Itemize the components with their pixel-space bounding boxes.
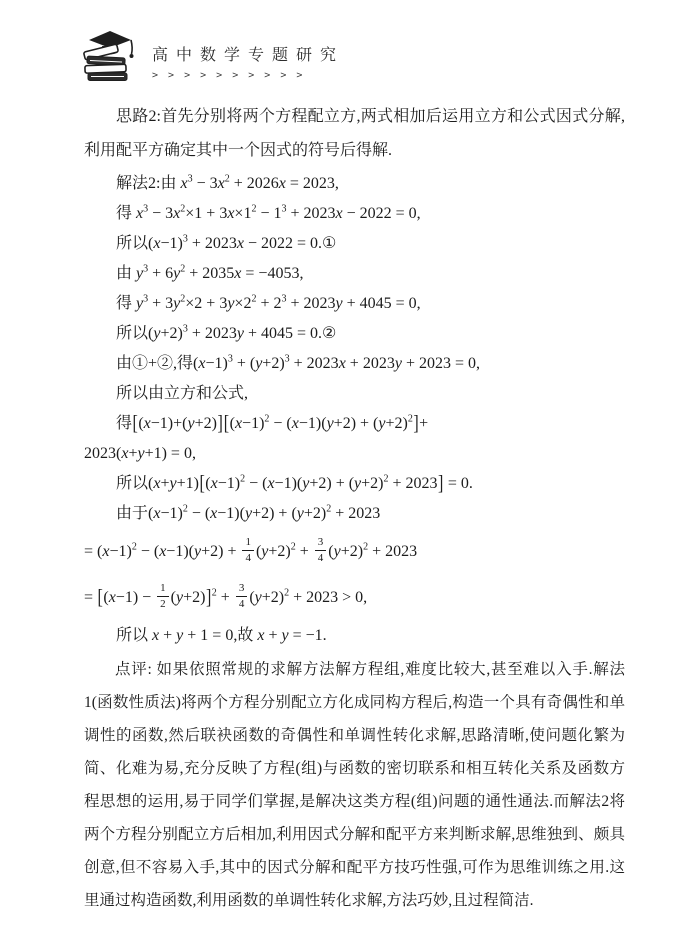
fraction: $\frac{3}{4}$ xyxy=(315,536,327,564)
arrows-decoration: > > > > > > > > > > xyxy=(152,70,305,81)
math-line: 得 $x^3 - 3x^2\times 1 + 3x\times 1^2 - 1^3 + 2023x - 2022 = 0$, xyxy=(116,203,421,222)
paragraph-approach-2: 思路2:首先分别将两个方程配立方,两式相加后运用立方和公式因式分解,利用配平方确定其中一个因式的符号后得解. xyxy=(84,108,625,159)
header-text xyxy=(152,26,344,81)
math-line: 所以由立方和公式, xyxy=(116,385,249,402)
books-graduation-cap-icon xyxy=(80,26,138,82)
fraction: $\frac{1}{2}$ xyxy=(157,582,169,610)
math-line: 由①+②,得$(x-1)^3 + (y+2)^3 + 2023x + 2023y + 2023 = 0$, xyxy=(116,353,480,372)
math-line: 所以$(y+2)^3 + 2023y + 4045$ = 0.② xyxy=(116,323,337,342)
math-line: 所以$(x+y+1)[(x-1)^2 - (x-1)(y+2) + (y+2)^2 + 2023] = 0$. xyxy=(116,471,473,495)
math-line: 所以 x + y + 1 = 0,故 x + y = −1. xyxy=(116,627,327,644)
solution-2-steps xyxy=(84,169,625,651)
math-line: 所以$(x-1)^3 + 2023x - 2022$ = 0.① xyxy=(116,233,337,252)
math-line: 2023(x+y+1) = 0, xyxy=(84,445,196,462)
fraction: $\frac{3}{4}$ xyxy=(236,582,248,610)
page-header xyxy=(80,26,625,88)
math-line: 由 $y^3 + 6y^2 + 2035x = -4053$, xyxy=(116,263,304,282)
math-line: = [(x−1) − $\frac{1}{2}$ (y+2)]$^2$ + $\frac{3}{4}$ $(y+2)^2 + 2023 > 0$, xyxy=(84,582,368,610)
math-line: 得$[(x-1)+(y+2)][(x-1)^2 - (x-1)(y+2) + (y+2)^2]+$ xyxy=(116,411,429,435)
math-line: 由于$(x-1)^2 - (x-1)(y+2) + (y+2)^2 + 2023$ xyxy=(116,503,381,522)
paragraph-comment: 点评: 如果依照常规的求解方法解方程组,难度比较大,甚至难以入手.解法1(函数性质法)将两个方程分别配立方化成同构方程后,构造一个具有奇偶性和单调性的函数,然后联袂函数的奇偶性和单调性转化求解,思路清晰,使问题化繁为简、化难为易,充分反映了方程(组)与函数的密切联系和相互转化关系及函数方程思想的运用,易于同学们掌握,是解决这类方程(组)问题的通性通法.而解法2将两个方程分别配立方后相加,利用因式分解和配平方来判断求解,思维独到、颇具创意,但不容易入手,其中的因式分解和配平方技巧性强,可作为思维训练之用.这里通过构造函数,利用函数的单调性转化求解,方法巧妙,且过程简洁. xyxy=(84,661,625,909)
math-line: 得 $y^3 + 3y^2\times 2 + 3y\times 2^2 + 2^3 + 2023y + 4045 = 0$, xyxy=(116,293,421,312)
series-title: 高中数学专题研究 xyxy=(152,47,345,64)
fraction: $\frac{1}{4}$ xyxy=(242,536,254,564)
page-body xyxy=(84,100,625,917)
math-line: = $(x-1)^2 - (x-1)(y+2)$ + $\frac{1}{4}$ $(y+2)^2$ + $\frac{3}{4}$ $(y+2)^2 + 2023$ xyxy=(84,536,418,564)
math-line: 解法2:由 $x^3 - 3x^2 + 2026x = 2023$, xyxy=(116,173,339,192)
